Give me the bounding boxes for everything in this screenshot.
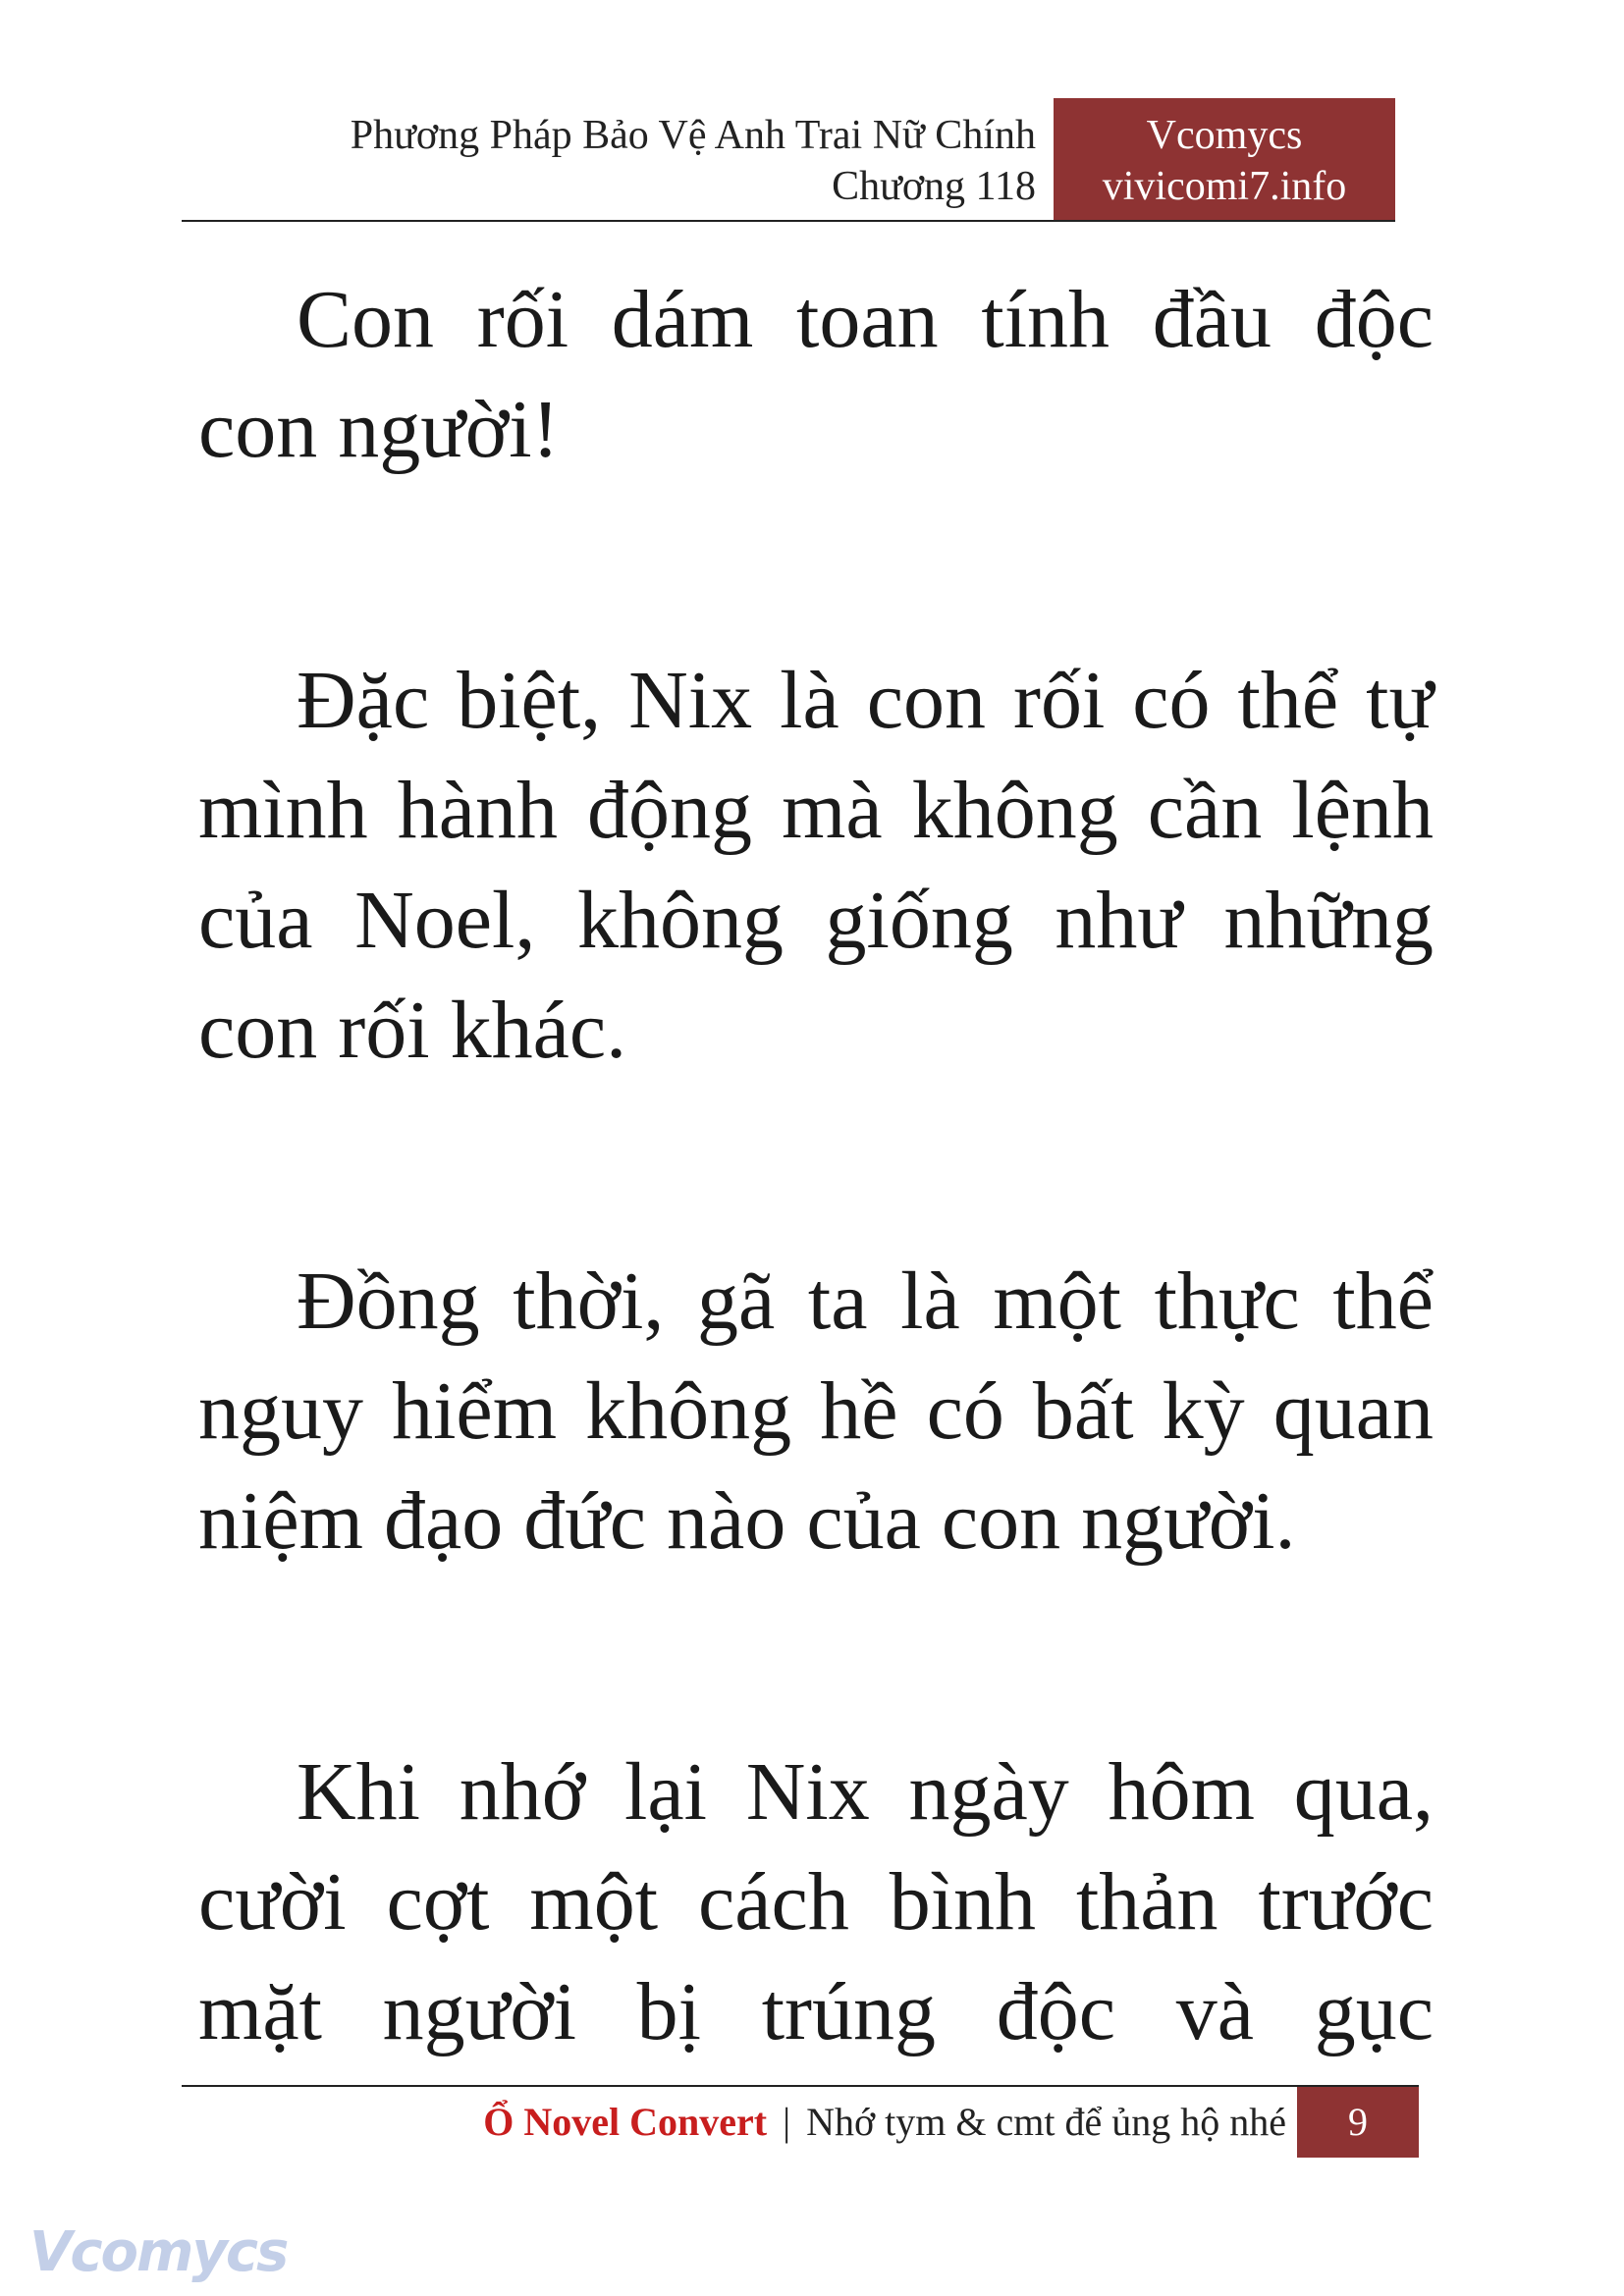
header-title-block <box>351 110 1036 212</box>
chapter-label: Chương 118 <box>832 164 1036 209</box>
paragraph: Con rối dám toan tính đầu độc con người! <box>198 274 1434 475</box>
book-title: Phương Pháp Bảo Vệ Anh Trai Nữ Chính <box>350 113 1036 158</box>
page-footer <box>182 2085 1419 2156</box>
site-url: vivicomi7.info <box>1102 164 1347 209</box>
watermark-logo: Vcomycs <box>29 2220 288 2284</box>
paragraph: Khi nhớ lại Nix ngày hôm qua, cười cợt một cách bình thản trước mặt người bị trúng độc và gục <box>198 1746 1434 2057</box>
page-number: 9 <box>1297 2087 1419 2158</box>
chapter-content <box>198 265 1434 2067</box>
site-name: Vcomycs <box>1146 113 1303 158</box>
page-header <box>182 98 1395 222</box>
paragraph: Đồng thời, gã ta là một thực thể nguy hiểm không hề có bất kỳ quan niệm đạo đức nào của con người. <box>198 1255 1434 1567</box>
paragraph: Đặc biệt, Nix là con rối có thể tự mình hành động mà không cần lệnh của Noel, không giống như những con rối khác. <box>198 655 1434 1076</box>
footer-text <box>483 2093 1286 2152</box>
footer-message: Nhớ tym & cmt để ủng hộ nhé <box>806 2100 1286 2144</box>
footer-separator: | <box>783 2100 791 2144</box>
site-badge <box>1054 98 1395 220</box>
footer-brand: Ổ Novel Convert <box>483 2100 768 2144</box>
